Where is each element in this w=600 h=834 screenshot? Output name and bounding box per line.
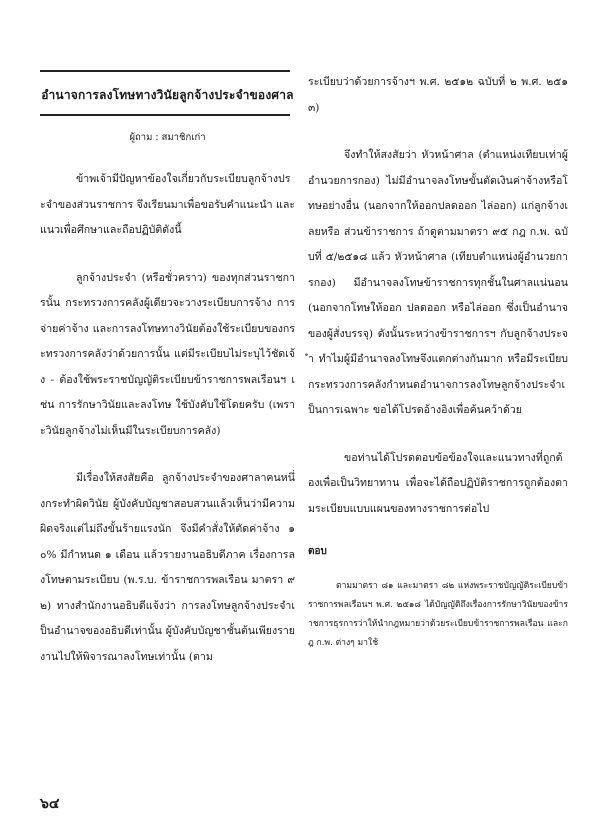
left-column — [40, 70, 295, 682]
question-paragraph-4: จึงทำให้สงสัยว่า หัวหน้าศาล (ตำแหน่งเทียบเท่าผู้อำนวยการกอง) ไม่มีอำนาจลงโทษขั้นตัดเงินค่าจ้างหรือโทษอย่างอื่น (นอกจากให้ออกปลดออก ไล่ออก) แก่ลูกจ้างเลยหรือ ส่วนข้าราชการ ถ้าดูตามมาตรา ๙๕ กฎ ก.พ. ฉบับที่ ๕/๒๕๑๘ แล้ว หัวหน้าศาล (เทียบตำแหน่งผู้อำนวยการกอง) มีอำนาจลงโทษข้าราชการทุกชั้นในศาลแน่นอน (นอกจากโทษให้ออก ปลดออก หรือไล่ออก ซึ่งเป็นอำนาจของผู้สั่งบรรจุ) ดังนั้นระหว่างข้าราชการฯ กับลูกจ้างประจำ ทำไมผู้มีอำนาจลงโทษจึงแตกต่างกันมาก หรือมีระเบียบกระทรวงการคลังกำหนดอำนาจการลงโทษลูกจ้างประจำเป็นการเฉพาะ ขอได้โปรดอ้างอิงเพื่อค้นคว้าด้วย — [308, 149, 568, 416]
answer-footnote: ตามมาตรา ๘๑ และมาตรา ๘๒ แห่งพระราชบัญญัติระเบียบข้าราชการพลเรือนฯ พ.ศ. ๒๕๑๘ ได้บัญญัติถึงเรื่องการรักษาวินัยของข้าราชการธุรการว่าให้นำกฎหมายว่าด้วยระเบียบข้าราชการพลเรือน และกฎ ก.พ. ต่างๆ มาใช้ — [308, 581, 568, 648]
question-paragraph-2: ลูกจ้างประจำ (หรือชั่วคราว) ของทุกส่วนราชการนั้น กระทรวงการคลังผู้เดียวจะวางระเบียบการจ้าง การจ่ายค่าจ้าง และการลงโทษทางวินัยต้องใช้ระเบียบของกระทรวงการคลังว่าด้วยการนั้น แต่มีระเบียบไม่ระบุไว้ชัดเจ้ง - ต้องใช้พระราชบัญญัติระเบียบข้าราชการพลเรือนฯ เช่น การรักษาวินัยและลงโทษ ใช้บังคับใช้โดยครับ (เพราะวินัยลูกจ้างไม่เห็นมีในระเบียบการคลัง) — [40, 271, 295, 437]
right-column — [308, 70, 568, 653]
page-number: ๖๔ — [40, 796, 60, 812]
article-title: อำนาจการลงโทษทางวินัยลูกจ้างประจำของศาล — [41, 88, 294, 102]
question-paragraph-3: มีเรื่องให้สงสัยคือ ลูกจ้างประจำของศาลาคนหนึ่งกระทำผิดวินัย ผู้บังคับบัญชาสอบสวนแล้วเห็นว่ามีความผิดจริงแต่ไม่ถึงขั้นร้ายแรงนัก จึงมีคำสั่งให้ตัดค่าจ้าง ๑๐% มีกำหนด ๑ เดือน แล้วรายงานอธิบดีภาค เรื่องการลงโทษตามระเบียบ (พ.ร.บ. ข้าราชการพลเรือน มาตรา ๙๒) ทางสำนักงานอธิบดีแจ้งว่า การลงโทษลูกจ้างประจำเป็นอำนาจของอธิบดีเท่านั้น ผู้บังคับบัญชาชั้นต้นเพียงรายงานไปให้พิจารณาลงโทษเท่านั้น (ตาม — [40, 472, 295, 663]
question-paragraph-3-cont: ระเบียบว่าด้วยการจ้างฯ พ.ศ. ๒๕๑๒ ฉบับที่ ๒ พ.ศ. ๒๕๑๓) — [308, 76, 568, 114]
question-paragraph-5: ขอท่านได้โปรดตอบข้อข้องใจและแนวทางที่ถูกต้องเพื่อเป็นวิทยาทาน เพื่อจะได้ถือปฏิบัติราชการถูกต้องตามระเบียบแบบแผนของทางราชการต่อไป — [308, 451, 568, 515]
question-paragraph-1: ข้าพเจ้ามีปัญหาข้องใจเกี่ยวกับระเบียบลูกจ้างประจำของส่วนราชการ จึงเรียนมาเพื่อขอรับคำแนะนำ และแนวเพื่อศึกษาและถือปฏิบัติดังนี้ — [40, 173, 295, 236]
title-top-rule — [40, 70, 290, 72]
title-bottom-rule — [40, 114, 290, 116]
byline: ผู้ถาม : สมาชิกเก่า — [129, 132, 206, 143]
answer-label: ตอบ — [308, 546, 327, 557]
